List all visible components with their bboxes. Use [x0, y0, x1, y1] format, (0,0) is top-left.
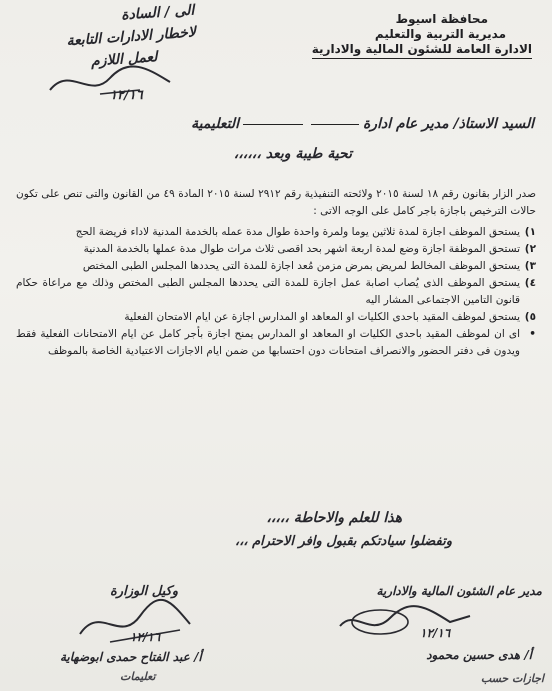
governorate-line: محافظة اسيوط: [395, 12, 488, 26]
letterhead: [312, 12, 532, 59]
closing-line-1: هذا للعلم والاحاطة ،،،،،: [266, 510, 402, 526]
note-date: ١٢/١٦: [110, 88, 143, 103]
signature-right-name: أ/ هدى حسين محمود: [426, 648, 532, 662]
signature-right-title: مدير عام الشئون المالية والادارية: [376, 584, 542, 598]
bottom-note-right: اجازات حسب: [480, 672, 544, 685]
bottom-note-left: تعليمات: [120, 670, 156, 683]
signature-right-date: ١٢/١٦: [420, 626, 451, 640]
note-line-2: لاخطار الادارات التابعة: [65, 24, 197, 50]
closing-line-2: وتفضلوا سيادتكم بقبول وافر الاحترام ،،،: [235, 534, 452, 549]
signature-left-name: أ/ عبد الفتاح حمدى ابوضهاية: [60, 650, 202, 664]
directorate-line: مديرية التربية والتعليم: [374, 27, 506, 41]
note-line-1: الى / السادة: [120, 2, 195, 24]
note-line-3: لعمل اللازم: [90, 49, 158, 70]
salutation-line: [14, 116, 534, 132]
intro-paragraph: صدر الزار بقانون رقم ١٨ لسنة ٢٠١٥ ولائحته التنفيذية رقم ٢٩١٢ لسنة ٢٠١٥ المادة ٤٩ من القانون والتى تنص على تكون حالات الترخيص باجازة باجر كامل على الوجه الاتى :: [16, 188, 536, 217]
list-item: • اى ان لموظف المقيد باحدى الكليات او المعاهد او المدارس يمنح اجازة بأجر كامل عن ايام الامتحانات الفعلية فقط ويدون فى دفتر الحضور والانصراف امتحانات دون احتسابها من ضمن ايام الاجازات الاعتيادية الخاصة بالموظف: [16, 328, 536, 357]
letter-body: [16, 186, 536, 360]
greeting: تحية طيبة وبعد ،،،،،،: [233, 146, 352, 162]
department-line: الادارة العامة للشئون المالية والادارية: [312, 42, 532, 59]
signature-left-date: ١٢/١٦: [130, 630, 161, 644]
list-item: ١) يستحق الموظف اجازة لمدة ثلاثين يوما ولمرة واحدة طوال مدة عمله بالخدمة المدنية لاداء فريضة الحج: [75, 226, 536, 238]
list-item: ٤) يستحق الموظف الذى يُصاب اصابة عمل اجازة للمدة التى يحددها المجلس الطبى المختص وذلك مع مراعاة حكام قانون التامين الاجتماعى المشار اليه: [16, 277, 536, 306]
salutation-prefix: السيد الاستاذ/ مدير عام ادارة: [362, 116, 534, 132]
list-item: ٥) يستحق لموظف المقيد باحدى الكليات او المعاهد او المدارس اجازة عن ايام الامتحان الفعلية: [124, 311, 536, 323]
signature-left-title: وكيل الوزارة: [110, 584, 179, 599]
signature-right-scribble: [330, 598, 480, 648]
salutation-suffix: التعليمية: [191, 116, 239, 132]
list-item: ٣) يستحق الموظف المخالط لمريض بمرض مزمن مُعد اجازة للمدة التى يحددها المجلس الطبى المختص: [82, 260, 536, 272]
list-item: ٢) تستحق الموظفة اجازة وضع لمدة اربعة اشهر بحد اقصى ثلاث مرات طوال مدة عملها بالخدمة المدنية: [83, 243, 536, 255]
